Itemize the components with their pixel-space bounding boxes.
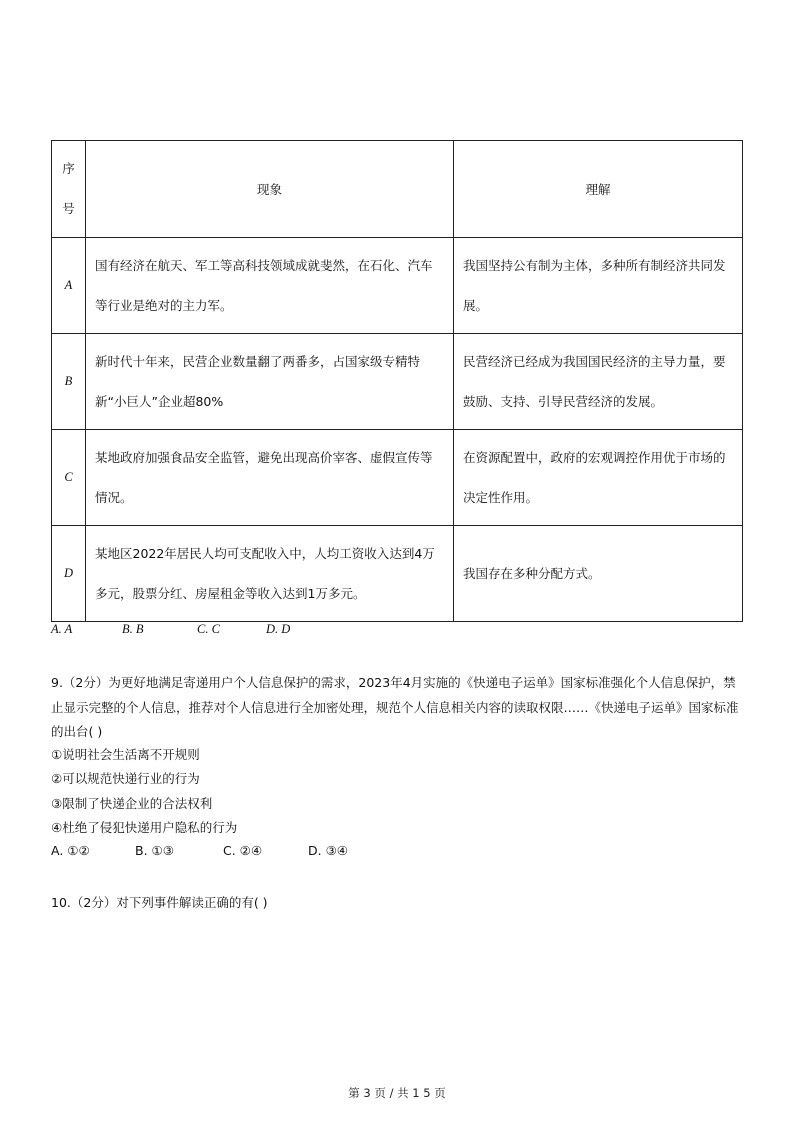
row-understanding <box>454 238 743 334</box>
q8-option-b[interactable]: B. B <box>122 622 144 636</box>
row-phenomenon <box>86 238 454 334</box>
understanding-text: 我国坚持公有制为主体，多种所有制经济共同发展。 <box>463 257 726 313</box>
q9-item-2: ②可以规范快递行业的行为 <box>51 771 200 786</box>
row-phenomenon <box>86 334 454 430</box>
table-header-row <box>52 141 743 238</box>
header-no-char-1: 序 <box>62 161 75 176</box>
q9-option-a[interactable]: A. ①② <box>51 843 90 858</box>
row-label: A <box>52 238 86 334</box>
q9-item-4: ④杜绝了侵犯快递用户隐私的行为 <box>51 820 238 835</box>
table-row <box>52 238 743 334</box>
q9-option-c[interactable]: C. ②④ <box>223 843 263 858</box>
table-row <box>52 526 743 622</box>
row-understanding <box>454 334 743 430</box>
header-understanding: 理解 <box>454 141 743 238</box>
q8-table <box>51 140 743 622</box>
q8-options <box>51 622 351 640</box>
q8-option-a[interactable]: A. A <box>51 622 73 636</box>
row-phenomenon <box>86 430 454 526</box>
q9-option-b[interactable]: B. ①③ <box>135 843 174 858</box>
phenomenon-text: 国有经济在航天、军工等高科技领域成就斐然，在石化、汽车等行业是绝对的主力军。 <box>95 257 433 313</box>
row-understanding <box>454 526 743 622</box>
row-label: C <box>52 430 86 526</box>
understanding-text: 民营经济已经成为我国国民经济的主导力量，要鼓励、支持、引导民营经济的发展。 <box>463 353 726 409</box>
header-no-cell <box>52 141 86 238</box>
understanding-text: 我国存在多种分配方式。 <box>463 565 601 581</box>
row-phenomenon <box>86 526 454 622</box>
page-footer: 第 3 页 / 共 1 5 页 <box>348 1086 446 1100</box>
phenomenon-text: 新时代十年来，民营企业数量翻了两番多，占国家级专精特新“小巨人”企业超80% <box>95 353 421 409</box>
q9-item-1: ①说明社会生活离不开规则 <box>51 747 200 762</box>
table-row <box>52 430 743 526</box>
phenomenon-text: 某地区2022年居民人均可支配收入中，人均工资收入达到4万多元，股票分红、房屋租金等收入达到1万多元。 <box>95 545 435 601</box>
q10-stem: 10.（2分）对下列事件解读正确的有( ) <box>51 895 268 910</box>
q9-stem: 9.（2分）为更好地满足寄递用户个人信息保护的需求，2023年4月实施的《快递电子运单》国家标准强化个人信息保护，禁止显示完整的个人信息，推荐对个人信息进行全加密处理，规范个人信息相关内容的读取权限……《快递电子运单》国家标准的出台( ) <box>51 675 739 739</box>
q8-option-c[interactable]: C. C <box>197 622 220 636</box>
q9-option-d[interactable]: D. ③④ <box>308 843 348 858</box>
understanding-text: 在资源配置中，政府的宏观调控作用优于市场的决定性作用。 <box>463 449 726 505</box>
header-phenomenon: 现象 <box>86 141 454 238</box>
row-understanding <box>454 430 743 526</box>
row-label: D <box>52 526 86 622</box>
q8-option-d[interactable]: D. D <box>266 622 291 636</box>
q9-options <box>51 843 391 861</box>
table-row <box>52 334 743 430</box>
q9-item-3: ③限制了快递企业的合法权利 <box>51 796 213 811</box>
header-no-char-2: 号 <box>62 201 75 216</box>
phenomenon-text: 某地政府加强食品安全监管，避免出现高价宰客、虚假宣传等情况。 <box>95 449 433 505</box>
row-label: B <box>52 334 86 430</box>
